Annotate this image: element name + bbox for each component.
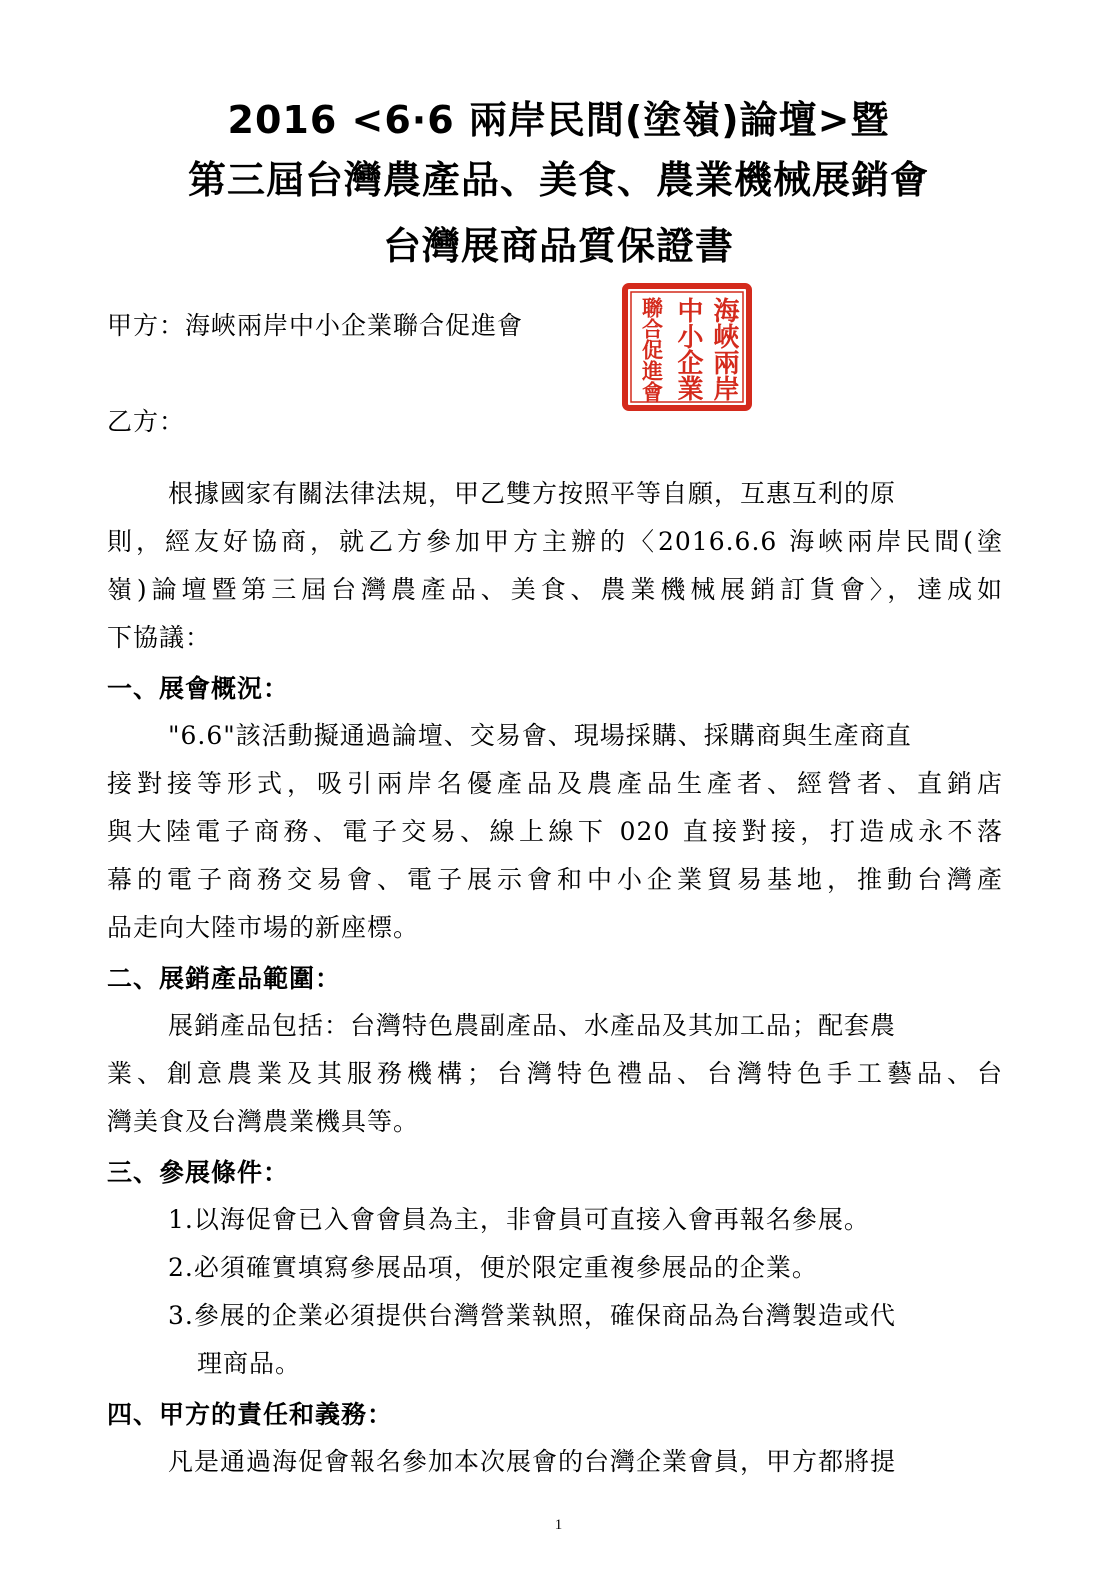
section-heading: 三、參展條件： (107, 1158, 290, 1187)
section-2-line: 灣美食及台灣農業機具等。 (107, 1107, 420, 1136)
intro-line: 下協議： (107, 623, 212, 652)
condition-item: 1.以海促會已入會會員為主，非會員可直接入會再報名參展。 (168, 1205, 870, 1234)
seal-column-3: 聯合促進會 (639, 297, 665, 402)
section-1-line: 幕的電子商務交易會、電子展示會和中小企業貿易基地，推動台灣產 (107, 865, 1003, 894)
document-title-line-3: 台灣展商品質保證書 (382, 224, 734, 268)
section-1-line: 與大陸電子商務、電子交易、線上線下 020 直接對接，打造成永不落 (107, 817, 1003, 846)
intro-line: 則，經友好協商，就乙方參加甲方主辦的〈2016.6.6 海峽兩岸民間(塗 (107, 527, 1003, 556)
intro-line: 根據國家有關法律法規，甲乙雙方按照平等自願，互惠互利的原 (168, 479, 897, 508)
page-number: 1 (554, 1517, 563, 1533)
intro-line: 嶺)論壇暨第三屆台灣農產品、美食、農業機械展銷訂貨會〉，達成如 (107, 575, 1003, 604)
seal-column-2: 中小企業 (673, 297, 703, 401)
condition-item: 3.參展的企業必須提供台灣營業執照，確保商品為台灣製造或代 (168, 1301, 896, 1330)
organization-seal-icon (622, 283, 752, 411)
section-4-line: 凡是通過海促會報名參加本次展會的台灣企業會員，甲方都將提 (168, 1447, 897, 1476)
section-2-line: 業、創意農業及其服務機構；台灣特色禮品、台灣特色手工藝品、台 (107, 1059, 1003, 1088)
document-title-line-1: 2016 <6·6 兩岸民間(塗嶺)論壇>暨 (227, 98, 890, 142)
section-2-line: 展銷產品包括：台灣特色農副產品、水產品及其加工品；配套農 (168, 1011, 897, 1040)
document-title-line-2: 第三屆台灣農產品、美食、農業機械展銷會 (187, 158, 929, 202)
section-heading: 二、展銷產品範圍： (107, 964, 342, 993)
section-heading: 四、甲方的責任和義務： (107, 1400, 394, 1429)
section-1-line: 品走向大陸市場的新座標。 (107, 913, 420, 942)
condition-item-continued: 理商品。 (197, 1349, 302, 1378)
condition-item: 2.必須確實填寫參展品項，便於限定重複參展品的企業。 (168, 1253, 818, 1282)
section-1-line: 接對接等形式，吸引兩岸名優產品及農產品生產者、經營者、直銷店 (107, 769, 1003, 798)
section-heading: 一、展會概況： (107, 674, 290, 703)
section-1-line: "6.6"該活動擬通過論壇、交易會、現場採購、採購商與生產商直 (168, 721, 912, 750)
party-b: 乙方： (107, 407, 186, 436)
party-a: 甲方：海峽兩岸中小企業聯合促進會 (107, 311, 524, 340)
seal-column-1: 海峽兩岸 (709, 297, 739, 401)
